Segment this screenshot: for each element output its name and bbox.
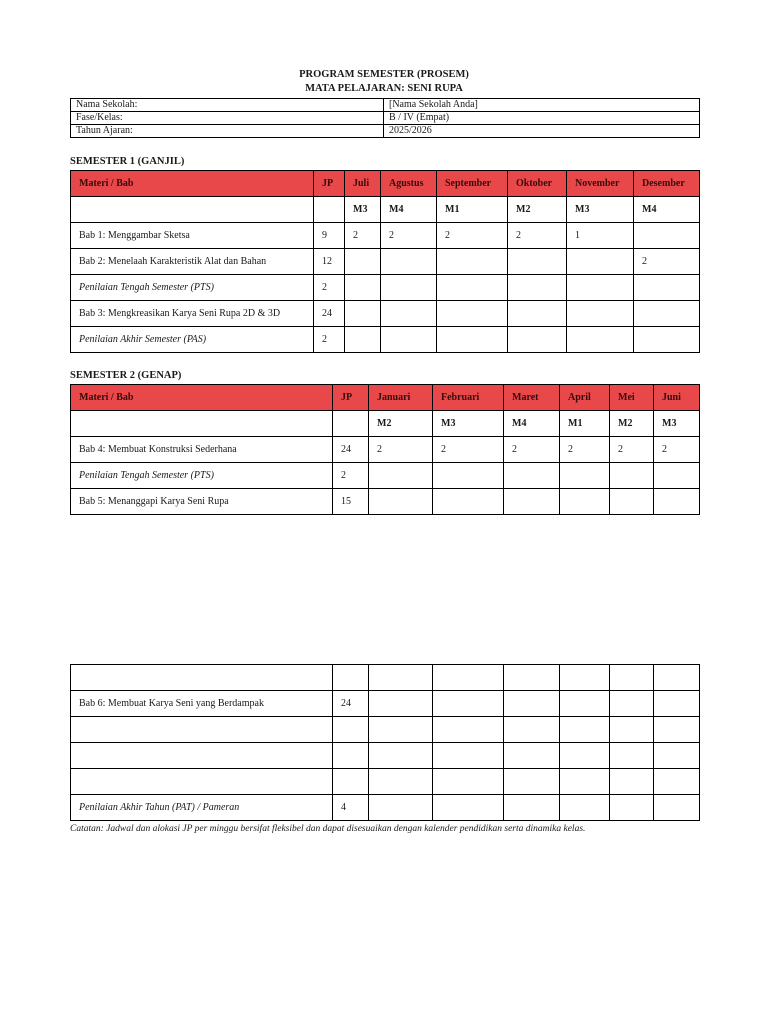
info-value: [Nama Sekolah Anda]: [384, 99, 700, 112]
info-row: [71, 112, 700, 125]
month-cell: [433, 743, 504, 769]
materi-cell: Bab 5: Menanggapi Karya Seni Rupa: [71, 489, 333, 515]
month-cell: [654, 769, 700, 795]
month-cell: [437, 327, 508, 353]
month-cell: [610, 691, 654, 717]
jp-cell: 24: [333, 691, 369, 717]
month-cell: [369, 691, 433, 717]
month-cell: [504, 489, 560, 515]
materi-cell: Penilaian Akhir Tahun (PAT) / Pameran: [71, 795, 333, 821]
month-cell: [433, 717, 504, 743]
month-cell: [369, 769, 433, 795]
month-cell: 2: [634, 249, 700, 275]
materi-cell: [71, 665, 333, 691]
week-cell: M3: [654, 411, 700, 437]
table-row: [71, 717, 700, 743]
month-cell: [560, 463, 610, 489]
jp-cell: [333, 769, 369, 795]
header-cell: Oktober: [508, 171, 567, 197]
month-cell: [437, 301, 508, 327]
materi-cell: Penilaian Tengah Semester (PTS): [71, 275, 314, 301]
month-cell: 2: [345, 223, 381, 249]
month-cell: [610, 795, 654, 821]
month-cell: 2: [504, 437, 560, 463]
month-cell: [433, 691, 504, 717]
jp-cell: 24: [333, 437, 369, 463]
month-cell: 2: [437, 223, 508, 249]
month-cell: 2: [508, 223, 567, 249]
week-cell: [71, 411, 333, 437]
month-cell: [560, 665, 610, 691]
jp-cell: 2: [314, 327, 345, 353]
header-cell: Juni: [654, 385, 700, 411]
month-cell: [437, 249, 508, 275]
month-cell: [560, 717, 610, 743]
month-cell: [433, 489, 504, 515]
semester2-table: [70, 384, 700, 515]
week-cell: M1: [437, 197, 508, 223]
table-row: [71, 275, 700, 301]
month-cell: [345, 301, 381, 327]
table-row: [71, 795, 700, 821]
month-cell: [610, 717, 654, 743]
month-cell: [381, 249, 437, 275]
header-cell: April: [560, 385, 610, 411]
materi-cell: Bab 3: Mengkreasikan Karya Seni Rupa 2D & 3D: [71, 301, 314, 327]
jp-cell: 4: [333, 795, 369, 821]
jp-cell: 15: [333, 489, 369, 515]
month-cell: [433, 769, 504, 795]
table-header-row: [71, 171, 700, 197]
month-cell: [345, 327, 381, 353]
month-cell: [654, 665, 700, 691]
month-cell: [433, 665, 504, 691]
header-cell: JP: [314, 171, 345, 197]
month-cell: [504, 743, 560, 769]
month-cell: [567, 301, 634, 327]
month-cell: [560, 489, 610, 515]
header-cell: Desember: [634, 171, 700, 197]
month-cell: [508, 275, 567, 301]
month-cell: [610, 489, 654, 515]
info-label: Nama Sekolah:: [71, 99, 384, 112]
header-cell: Juli: [345, 171, 381, 197]
month-cell: 2: [610, 437, 654, 463]
month-cell: [504, 463, 560, 489]
month-cell: [567, 275, 634, 301]
month-cell: [634, 275, 700, 301]
semester1-label: SEMESTER 1 (GANJIL): [70, 156, 185, 167]
school-info-table: [70, 98, 700, 138]
header-cell: Februari: [433, 385, 504, 411]
jp-cell: 24: [314, 301, 345, 327]
month-cell: [504, 795, 560, 821]
month-cell: 2: [654, 437, 700, 463]
week-cell: M2: [610, 411, 654, 437]
semester1-table: [70, 170, 700, 353]
month-cell: [610, 743, 654, 769]
header-cell: Januari: [369, 385, 433, 411]
week-cell: M3: [345, 197, 381, 223]
month-cell: [654, 795, 700, 821]
month-cell: [567, 249, 634, 275]
month-cell: [634, 301, 700, 327]
month-cell: [381, 301, 437, 327]
header-cell: Mei: [610, 385, 654, 411]
materi-cell: Penilaian Akhir Semester (PAS): [71, 327, 314, 353]
table-row: [71, 691, 700, 717]
info-label: Tahun Ajaran:: [71, 125, 384, 138]
jp-cell: [333, 665, 369, 691]
week-cell: [71, 197, 314, 223]
header-cell: Agustus: [381, 171, 437, 197]
month-cell: [508, 249, 567, 275]
semester2-label: SEMESTER 2 (GENAP): [70, 370, 182, 381]
month-cell: [504, 665, 560, 691]
week-cell: M4: [381, 197, 437, 223]
week-cell: M3: [433, 411, 504, 437]
month-cell: [654, 489, 700, 515]
table-row: [71, 301, 700, 327]
week-cell: [333, 411, 369, 437]
table-row: [71, 437, 700, 463]
materi-cell: [71, 769, 333, 795]
month-cell: [369, 795, 433, 821]
materi-cell: [71, 717, 333, 743]
week-cell: M4: [504, 411, 560, 437]
month-cell: 2: [560, 437, 610, 463]
table-header-row: [71, 385, 700, 411]
jp-cell: 2: [333, 463, 369, 489]
materi-cell: Penilaian Tengah Semester (PTS): [71, 463, 333, 489]
month-cell: [437, 275, 508, 301]
table-row: [71, 463, 700, 489]
month-cell: [654, 743, 700, 769]
table-row: [71, 665, 700, 691]
header-cell: Materi / Bab: [71, 385, 333, 411]
month-cell: [560, 795, 610, 821]
month-cell: [504, 691, 560, 717]
month-cell: [508, 327, 567, 353]
jp-cell: 12: [314, 249, 345, 275]
materi-cell: Bab 6: Membuat Karya Seni yang Berdampak: [71, 691, 333, 717]
month-cell: [433, 463, 504, 489]
materi-cell: Bab 1: Menggambar Sketsa: [71, 223, 314, 249]
jp-cell: [333, 743, 369, 769]
header-cell: September: [437, 171, 508, 197]
week-cell: M2: [369, 411, 433, 437]
materi-cell: [71, 743, 333, 769]
header-cell: Materi / Bab: [71, 171, 314, 197]
semester2-table-continued: [70, 664, 700, 821]
month-cell: [381, 275, 437, 301]
info-row: [71, 99, 700, 112]
month-cell: [567, 327, 634, 353]
month-cell: 2: [369, 437, 433, 463]
table-row: [71, 769, 700, 795]
jp-cell: [333, 717, 369, 743]
week-row: [71, 197, 700, 223]
document-subtitle: MATA PELAJARAN: SENI RUPA: [305, 83, 463, 94]
header-cell: Maret: [504, 385, 560, 411]
month-cell: [369, 717, 433, 743]
table-row: [71, 223, 700, 249]
info-label: Fase/Kelas:: [71, 112, 384, 125]
week-cell: M1: [560, 411, 610, 437]
materi-cell: Bab 2: Menelaah Karakteristik Alat dan Bahan: [71, 249, 314, 275]
footnote: Catatan: Jadwal dan alokasi JP per minggu bersifat fleksibel dan dapat disesuaikan dengan kalender pendidikan serta dinamika kelas.: [70, 824, 586, 834]
materi-cell: Bab 4: Membuat Konstruksi Sederhana: [71, 437, 333, 463]
month-cell: [381, 327, 437, 353]
month-cell: [610, 769, 654, 795]
week-cell: M3: [567, 197, 634, 223]
month-cell: [634, 223, 700, 249]
month-cell: [369, 743, 433, 769]
jp-cell: 2: [314, 275, 345, 301]
month-cell: [560, 769, 610, 795]
month-cell: [369, 489, 433, 515]
week-cell: [314, 197, 345, 223]
week-row: [71, 411, 700, 437]
month-cell: [345, 249, 381, 275]
month-cell: 2: [381, 223, 437, 249]
table-row: [71, 249, 700, 275]
jp-cell: 9: [314, 223, 345, 249]
month-cell: [508, 301, 567, 327]
month-cell: [654, 691, 700, 717]
month-cell: [504, 769, 560, 795]
document-title: PROGRAM SEMESTER (PROSEM): [299, 69, 469, 80]
month-cell: [345, 275, 381, 301]
month-cell: [560, 691, 610, 717]
month-cell: [610, 665, 654, 691]
month-cell: 1: [567, 223, 634, 249]
info-value: B / IV (Empat): [384, 112, 700, 125]
week-cell: M4: [634, 197, 700, 223]
info-value: 2025/2026: [384, 125, 700, 138]
month-cell: [560, 743, 610, 769]
month-cell: [504, 717, 560, 743]
table-row: [71, 743, 700, 769]
month-cell: [654, 463, 700, 489]
month-cell: [654, 717, 700, 743]
month-cell: [610, 463, 654, 489]
week-cell: M2: [508, 197, 567, 223]
header-cell: JP: [333, 385, 369, 411]
month-cell: [369, 665, 433, 691]
info-row: [71, 125, 700, 138]
month-cell: 2: [433, 437, 504, 463]
header-cell: November: [567, 171, 634, 197]
table-row: [71, 327, 700, 353]
month-cell: [634, 327, 700, 353]
table-row: [71, 489, 700, 515]
month-cell: [369, 463, 433, 489]
month-cell: [433, 795, 504, 821]
